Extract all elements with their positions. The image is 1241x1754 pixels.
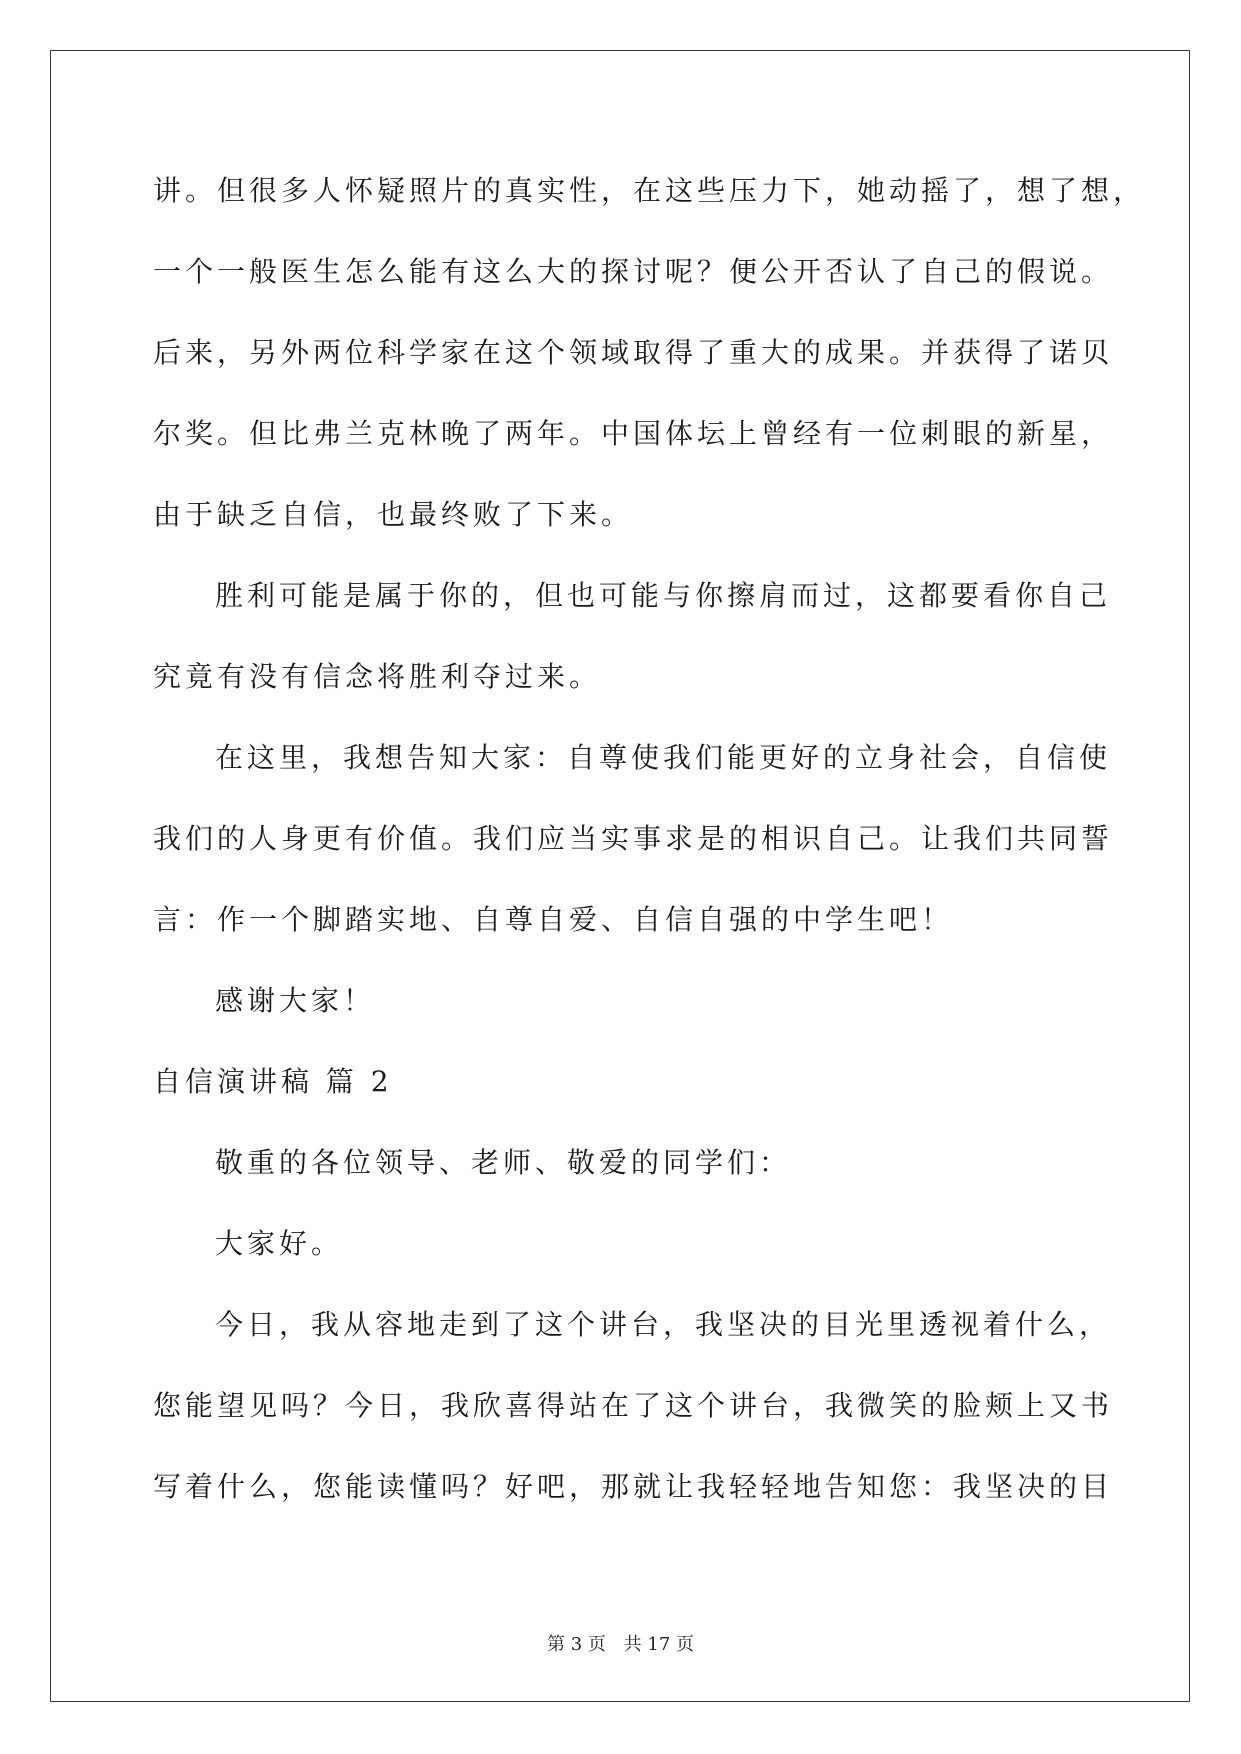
body-line: 由于缺乏自信，也最终败了下来。: [153, 498, 634, 531]
page-number: 第 3 页: [547, 1634, 606, 1655]
paragraph-start: 胜利可能是属于你的，但也可能与你擦肩而过，这都要看你自己: [215, 579, 1112, 612]
body-line: 写着什么，您能读懂吗？好吧，那就让我轻轻地告知您：我坚决的目: [153, 1470, 1114, 1503]
body-line: 讲。但很多人怀疑照片的真实性，在这些压力下，她动摇了，想了想，: [153, 174, 1146, 207]
body-line: 言：作一个脚踏实地、自尊自爱、自信自强的中学生吧！: [153, 903, 954, 936]
body-line: 后来，另外两位科学家在这个领域取得了重大的成果。并获得了诺贝: [153, 336, 1114, 369]
body-line: 一个一般医生怎么能有这么大的探讨呢？便公开否认了自己的假说。: [153, 255, 1114, 288]
paragraph-start: 感谢大家！: [215, 984, 376, 1017]
page-footer: [0, 1630, 1241, 1656]
page-total: 共 17 页: [623, 1634, 694, 1655]
body-line: 您能望见吗？今日，我欣喜得站在了这个讲台，我微笑的脸颊上又书: [153, 1389, 1114, 1422]
body-line: 我们的人身更有价值。我们应当实事求是的相识自己。让我们共同誓: [153, 822, 1114, 855]
page-border: [50, 50, 1190, 1702]
body-line: 尔奖。但比弗兰克林晚了两年。中国体坛上曾经有一位刺眼的新星，: [153, 417, 1114, 450]
paragraph-start: 在这里，我想告知大家：自尊使我们能更好的立身社会，自信使: [215, 741, 1112, 774]
salutation: 敬重的各位领导、老师、敬爱的同学们：: [215, 1146, 792, 1179]
section-heading: 自信演讲稿 篇 2: [153, 1065, 393, 1098]
paragraph-start: 今日，我从容地走到了这个讲台，我坚决的目光里透视着什么，: [215, 1308, 1112, 1341]
body-line: 究竟有没有信念将胜利夺过来。: [153, 660, 602, 693]
greeting: 大家好。: [215, 1227, 344, 1260]
